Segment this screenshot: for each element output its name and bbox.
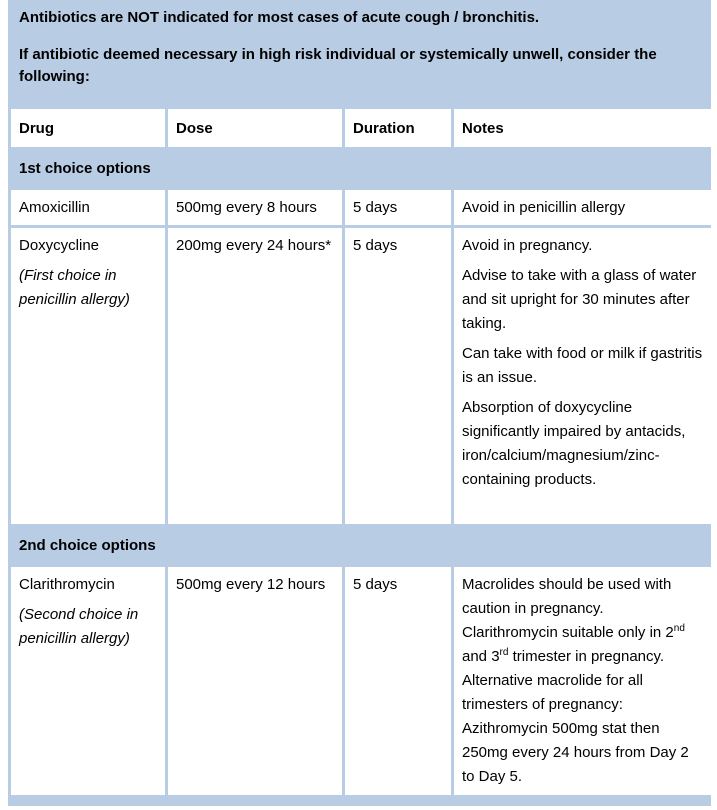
duration-cell: 5 days [345, 228, 451, 524]
superscript-nd: nd [673, 623, 685, 634]
notes-cell [454, 228, 711, 524]
note-water: Advise to take with a glass of water and sit upright for 30 minutes after taking. [462, 267, 697, 332]
notes-cell: Avoid in penicillin allergy [454, 190, 711, 225]
drug-cell [11, 567, 165, 795]
drug-note: (First choice in penicillin allergy) [19, 267, 130, 308]
drug-name: Clarithromycin [19, 576, 115, 593]
duration-cell: 5 days [345, 567, 451, 795]
column-header-duration: Duration [345, 109, 451, 147]
note-pregnancy: Avoid in pregnancy. [462, 237, 593, 254]
table-header-row [11, 109, 711, 147]
superscript-rd: rd [499, 647, 509, 658]
dose-cell: 500mg every 8 hours [168, 190, 342, 225]
section-label: 1st choice options [11, 150, 711, 187]
dose-cell: 200mg every 24 hours* [168, 228, 342, 524]
drug-name: Doxycycline [19, 237, 100, 254]
note-food: Can take with food or milk if gastritis is an issue. [462, 345, 703, 386]
drug-note: (Second choice in penicillin allergy) [19, 606, 139, 647]
notes-part-3: trimester in pregnancy. Alternative macrolide for all trimesters of pregnancy: Azithromycin 500mg stat then 250mg every 24 hours from Day 2 to Day 5. [462, 648, 689, 785]
table-row-doxycycline [11, 228, 711, 524]
intro-banner [8, 0, 711, 106]
table-row-amoxicillin [11, 190, 711, 225]
section-label: 2nd choice options [11, 527, 711, 564]
column-header-notes: Notes [454, 109, 711, 147]
intro-line-1: Antibiotics are NOT indicated for most cases of acute cough / bronchitis. [19, 9, 540, 26]
drug-cell [11, 228, 165, 524]
section-row-first-choice [11, 150, 711, 187]
dose-cell: 500mg every 12 hours [168, 567, 342, 795]
antibiotic-guidance-panel [8, 0, 711, 806]
table-row-clarithromycin [11, 567, 711, 795]
notes-cell [454, 567, 711, 795]
section-row-second-choice [11, 527, 711, 564]
duration-cell: 5 days [345, 190, 451, 225]
notes-part-2: and 3 [462, 648, 500, 665]
drug-cell: Amoxicillin [11, 190, 165, 225]
column-header-dose: Dose [168, 109, 342, 147]
column-header-drug: Drug [11, 109, 165, 147]
notes-part-1: Macrolides should be used with caution in pregnancy. Clarithromycin suitable only in 2 [462, 576, 674, 641]
intro-line-2: If antibiotic deemed necessary in high risk individual or systemically unwell, consider the following: [19, 46, 657, 85]
note-absorption: Absorption of doxycycline significantly impaired by antacids, iron/calcium/magnesium/zinc-containing products. [462, 399, 686, 488]
antibiotic-table [8, 106, 714, 798]
